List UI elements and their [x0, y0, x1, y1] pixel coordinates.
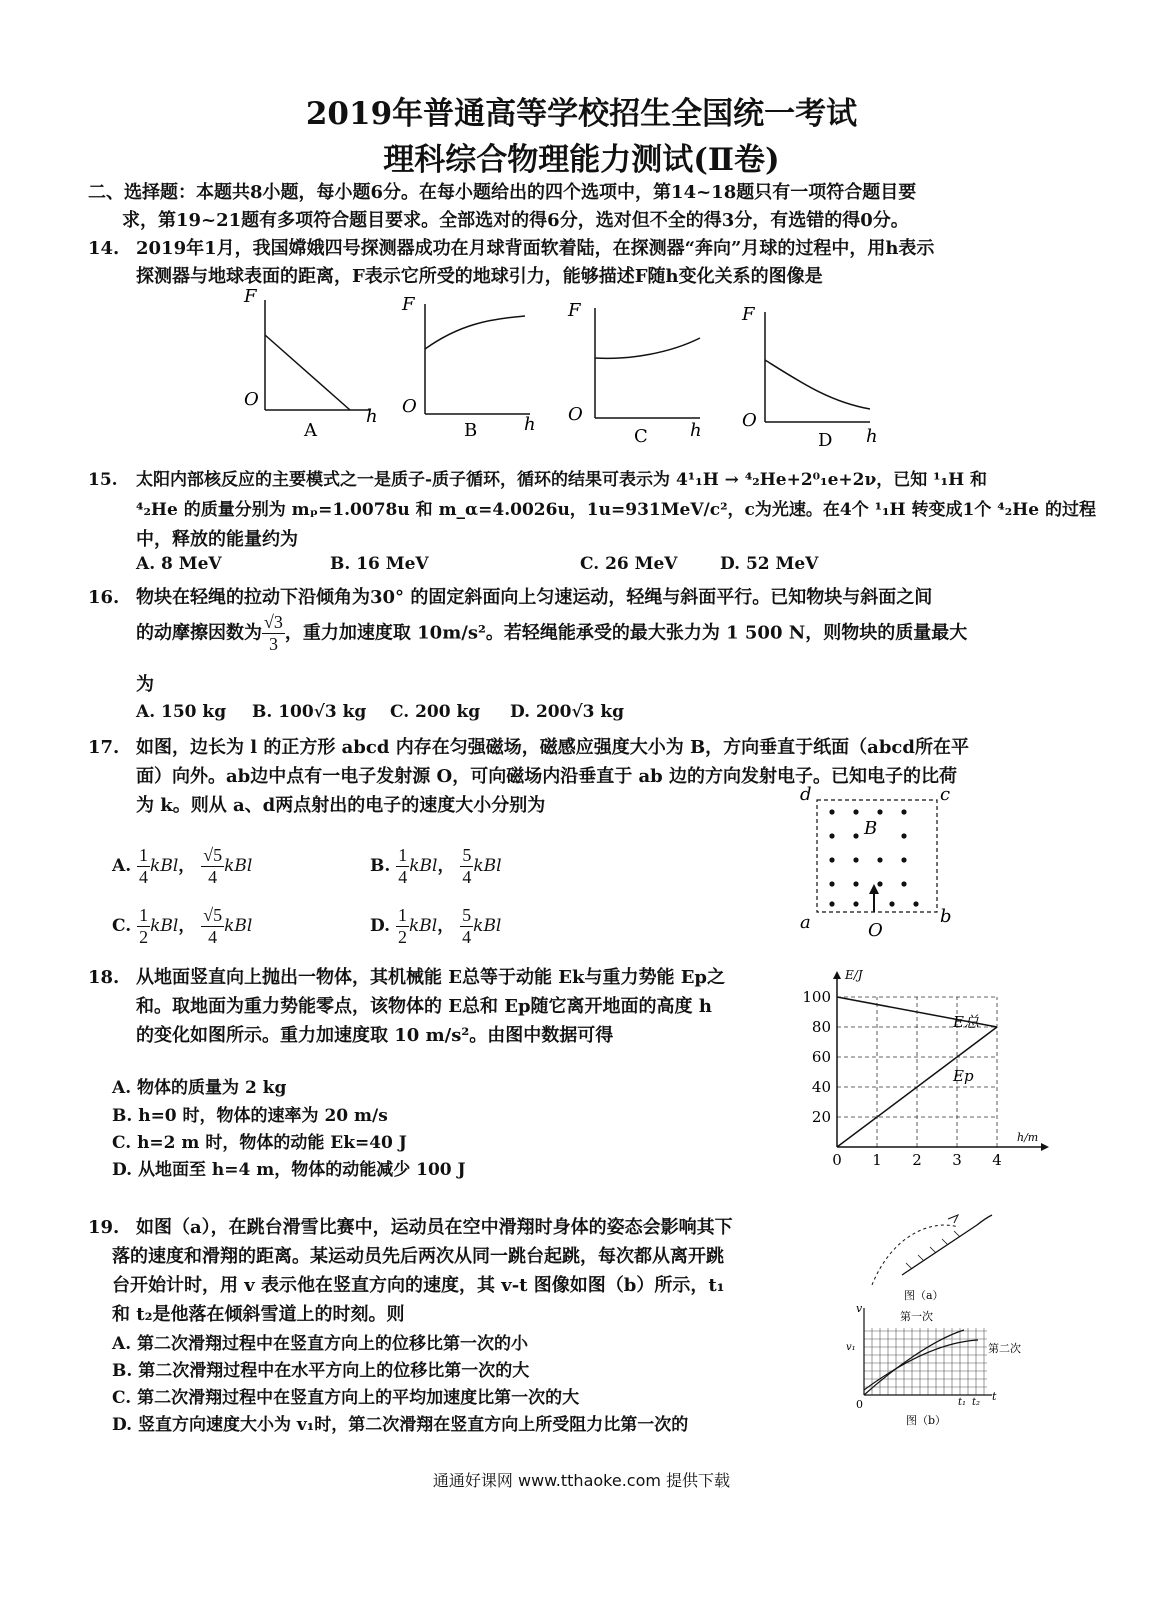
q19-text-3: 台开始计时，用 v 表示他在竖直方向的速度，其 v-t 图像如图（b）所示，t₁: [112, 1275, 725, 1296]
q17-b-n1: 1: [398, 845, 408, 865]
q19-option-b[interactable]: B. 第二次滑翔过程中在水平方向上的位移比第一次的大: [112, 1361, 530, 1381]
graph-b-y: F: [402, 294, 415, 315]
q17-b-n2: 5: [462, 845, 472, 865]
q16-option-a[interactable]: A. 150 kg: [136, 702, 227, 722]
q19-second-label: 第二次: [988, 1342, 1021, 1355]
q17-b-label: B.: [370, 856, 391, 876]
q17-d-n1: 1: [397, 905, 407, 925]
q18-ytick: 80: [811, 1018, 831, 1036]
q15-option-d[interactable]: D. 52 MeV: [720, 554, 819, 574]
graph-d-x: h: [866, 426, 878, 447]
q17-d-label: D.: [370, 916, 391, 936]
q18-option-d[interactable]: D. 从地面至 h=4 m，物体的动能减少 100 J: [112, 1160, 466, 1180]
q18-chart: [795, 965, 1065, 1169]
q18-number: 18.: [88, 967, 120, 988]
q17-b-kbl1: kBl: [409, 856, 438, 876]
q15-text-2: ⁴₂He 的质量分别为 mₚ=1.0078u 和 m_α=4.0026u，1u=931MeV/c²，c为光速。在4个 ¹₁H 转变成1个 ⁴₂He 的过程: [136, 500, 1096, 520]
q17-option-a[interactable]: A. $\frac{1}{4}$ kBl， $\frac{√5}{4}$ kBl: [112, 845, 253, 887]
q19-text-2: 落的速度和滑翔的距离。某运动员先后两次从同一跳台起跳，每次都从离开跳: [112, 1246, 724, 1267]
q17-d-n2: 5: [462, 905, 472, 925]
q17-number: 17.: [88, 737, 120, 758]
q17-b-d1: 4: [398, 867, 408, 887]
q17-c-d2: 4: [208, 927, 218, 947]
q18-option-c[interactable]: C. h=2 m 时，物体的动能 Ek=40 J: [112, 1133, 407, 1153]
q18-ylabel: E/J: [845, 968, 863, 982]
q18-ytick: 20: [811, 1108, 831, 1126]
graph-d[interactable]: [741, 304, 878, 451]
q17-text-2: 面）向外。ab边中点有一电子发射源 O，可向磁场内沿垂直于 ab 边的方向发射电子。已知电子的比荷: [136, 766, 957, 787]
q16-frac-num: √3: [264, 612, 283, 632]
q18-xtick: 3: [952, 1151, 962, 1169]
q16-number: 16.: [88, 587, 120, 608]
q19-line1: 如图（a），在跳台滑雪比赛中，运动员在空中滑翔时身体的姿态会影响其下: [136, 1217, 733, 1238]
q15-option-a[interactable]: A. 8 MeV: [136, 554, 222, 574]
q16-text-1: [88, 583, 932, 609]
q16-text-2: [136, 612, 967, 655]
graph-d-label: D: [818, 430, 833, 451]
q17-d-frac2: [460, 905, 473, 948]
q17-c-n2: √5: [203, 905, 223, 925]
q17-corner-d: d: [800, 784, 812, 805]
q19-grid: [864, 1328, 987, 1395]
q17-c-kbl2: kBl: [224, 916, 253, 936]
q19-number: 19.: [88, 1217, 120, 1238]
q15-text-3: 中，释放的能量约为: [136, 529, 298, 550]
page-subtitle: 理科综合物理能力测试(Ⅱ卷): [383, 142, 780, 178]
q19-figure-b: [842, 1300, 1042, 1430]
q17-a-d2: 4: [208, 867, 218, 887]
graph-c-label: C: [634, 426, 648, 447]
q17-corner-b: b: [940, 906, 952, 927]
q17-d-frac1: [396, 905, 409, 948]
q17-d-d2: 4: [462, 927, 472, 947]
q17-source-O: O: [868, 920, 883, 941]
q16-line2a: 的动摩擦因数为: [136, 622, 262, 644]
q16-option-d[interactable]: D. 200√3 kg: [510, 702, 625, 722]
q18-label-total: E总: [953, 1013, 979, 1031]
graph-a-o: O: [244, 389, 259, 410]
q17-corner-a: a: [800, 912, 811, 933]
footer-source: 通通好课网 www.tthaoke.com 提供下载: [432, 1471, 731, 1490]
q17-corner-c: c: [940, 784, 951, 805]
graph-b-label: B: [464, 420, 478, 441]
q17-line1: 如图，边长为 l 的正方形 abcd 内存在匀强磁场，磁感应强度大小为 B，方向垂直于纸面（abcd所在平: [136, 737, 969, 758]
q18-option-b[interactable]: B. h=0 时，物体的速率为 20 m/s: [112, 1106, 388, 1126]
q16-line1: 物块在轻绳的拉动下沿倾角为30° 的固定斜面向上匀速运动，轻绳与斜面平行。已知物块与斜面之间: [136, 587, 933, 608]
q19-figure-a: [862, 1205, 1002, 1305]
q15-number: 15.: [88, 470, 118, 490]
q19-curve-first: [864, 1330, 964, 1395]
graph-a[interactable]: [243, 286, 378, 441]
q18-xlabel: h/m: [1017, 1131, 1039, 1144]
q19-t-label: t: [992, 1390, 997, 1403]
q17-option-b[interactable]: B. $\frac{1}{4}$ kBl， $\frac{5}{4}$ kBl: [370, 845, 502, 887]
graph-c-y: F: [568, 300, 581, 321]
q18-xtick: 4: [992, 1151, 1002, 1169]
q18-ytick: 100: [802, 988, 831, 1006]
q18-text-1: [88, 963, 725, 989]
q17-b-kbl2: kBl: [473, 856, 502, 876]
q18-label-p: Ep: [953, 1067, 974, 1085]
q19-option-c[interactable]: C. 第二次滑翔过程中在竖直方向上的平均加速度比第一次的大: [112, 1388, 580, 1408]
graph-d-y: F: [742, 304, 755, 325]
q17-d-kbl1: kBl: [408, 916, 438, 936]
q17-option-d[interactable]: D. $\frac{1}{2}$ kBl， $\frac{5}{4}$ kBl: [370, 905, 502, 947]
q17-b-frac2: [460, 845, 473, 888]
q17-b-d2: 4: [462, 867, 472, 887]
electron-arrow-icon: [869, 884, 879, 894]
graph-a-x: h: [366, 406, 378, 427]
q19-t1-label: t₁: [958, 1397, 967, 1408]
q17-c-kbl1: kBl: [150, 916, 179, 936]
q19-curve-second: [864, 1340, 978, 1390]
q19-t2-label: t₂: [972, 1397, 981, 1408]
q14-text-1: [88, 234, 934, 260]
q15-option-c[interactable]: C. 26 MeV: [580, 554, 678, 574]
q16-fraction: [262, 612, 285, 655]
q18-text-3: 的变化如图所示。重力加速度取 10 m/s²。由图中数据可得: [136, 1025, 614, 1046]
q17-a-frac2: [201, 845, 224, 888]
q17-d-d1: 2: [397, 927, 407, 947]
q17-a-kbl2: kBl: [224, 856, 253, 876]
q18-option-a[interactable]: A. 物体的质量为 2 kg: [112, 1078, 287, 1098]
q17-text-3: 为 k。则从 a、d两点射出的电子的速度大小分别为: [136, 795, 546, 816]
graph-b-x: h: [524, 414, 536, 435]
q17-a-label: A.: [112, 856, 132, 876]
page-title: 2019年普通高等学校招生全国统一考试: [305, 96, 858, 132]
q19-v-label: v: [856, 1302, 863, 1315]
q17-c-n1: 1: [139, 905, 149, 925]
q18-text-2: 和。取地面为重力势能零点，该物体的 E总和 Ep随它离开地面的高度 h: [136, 996, 712, 1017]
graph-c[interactable]: [567, 300, 702, 447]
q18-xtick: 1: [872, 1151, 882, 1169]
graph-a-y: F: [244, 286, 257, 307]
q18-ytick: 60: [811, 1048, 831, 1066]
q16-line2b: ，重力加速度取 10m/s²。若轻绳能承受的最大张力为 1 500 N，则物块的质量最大: [284, 622, 968, 644]
q18-ytick: 40: [811, 1078, 831, 1096]
q18-line1: 从地面竖直向上抛出一物体，其机械能 E总等于动能 Ek与重力势能 Ep之: [136, 967, 726, 988]
graph-b[interactable]: [401, 294, 536, 441]
q17-figure: [790, 786, 950, 946]
q17-c-frac2: [201, 905, 224, 948]
graph-c-x: h: [690, 420, 702, 441]
q17-a-n2: √5: [203, 845, 223, 865]
q16-option-b[interactable]: B. 100√3 kg: [252, 702, 367, 722]
q17-d-kbl2: kBl: [473, 916, 502, 936]
q18-y-arrow-icon: [833, 971, 841, 979]
q15-option-b[interactable]: B. 16 MeV: [330, 554, 429, 574]
q19-v1-label: v₁: [846, 1342, 856, 1353]
q17-option-c[interactable]: C. $\frac{1}{2}$ kBl， $\frac{√5}{4}$ kBl: [112, 905, 253, 947]
graph-a-label: A: [304, 420, 317, 441]
q14-line1: 2019年1月，我国嫦娥四号探测器成功在月球背面软着陆，在探测器“奔向”月球的过程中，用h表示: [136, 238, 935, 259]
section-instructions-2: 求，第19~21题有多项符合题目要求。全部选对的得6分，选对但不全的得3分，有选错的得0分。: [122, 210, 909, 231]
q19-option-a[interactable]: A. 第二次滑翔过程中在竖直方向上的位移比第一次的小: [112, 1334, 529, 1354]
q15-line1: 太阳内部核反应的主要模式之一是质子-质子循环，循环的结果可表示为 4¹₁H → ⁴₂He+2⁰₁e+2ν，已知 ¹₁H 和: [136, 470, 988, 490]
q18-xtick: 2: [912, 1151, 922, 1169]
q19-fig-b-label: 图（b）: [906, 1414, 947, 1427]
q16-option-c[interactable]: C. 200 kg: [390, 702, 481, 722]
q17-c-d1: 2: [139, 927, 149, 947]
graph-d-o: O: [742, 410, 757, 431]
q17-c-label: C.: [112, 916, 132, 936]
q19-text-4: 和 t₂是他落在倾斜雪道上的时刻。则: [112, 1304, 405, 1325]
q18-xtick: 0: [832, 1151, 842, 1169]
q17-text-1: [88, 733, 969, 759]
q17-field-B: B: [864, 818, 878, 839]
q17-a-d1: 4: [139, 867, 149, 887]
q16-frac-den: 3: [268, 634, 278, 654]
q17-a-kbl1: kBl: [150, 856, 179, 876]
q17-c-frac1: [137, 905, 150, 948]
q19-option-d[interactable]: D. 竖直方向速度大小为 v₁时，第二次滑翔在竖直方向上所受阻力比第一次的: [112, 1415, 689, 1435]
graph-b-o: O: [402, 396, 417, 417]
q19-text-1: [88, 1213, 733, 1239]
q16-text-3: 为: [136, 674, 154, 695]
section-instructions-1: 二、选择题：本题共8小题，每小题6分。在每小题给出的四个选项中，第14~18题只有一项符合题目要: [88, 182, 917, 203]
q19-origin: 0: [856, 1398, 863, 1411]
graph-c-o: O: [568, 404, 583, 425]
q14-graphs: [230, 286, 910, 451]
q19-first-label: 第一次: [900, 1310, 933, 1323]
q14-number: 14.: [88, 238, 120, 259]
q18-x-arrow-icon: [1041, 1143, 1049, 1151]
q17-a-frac1: [137, 845, 150, 888]
q15-text-1: [88, 465, 987, 490]
q17-b-frac1: [396, 845, 409, 888]
q14-text-2: 探测器与地球表面的距离，F表示它所受的地球引力，能够描述F随h变化关系的图像是: [136, 266, 823, 287]
q17-a-n1: 1: [139, 845, 149, 865]
q19-fig-a-label: 图（a）: [904, 1289, 944, 1302]
